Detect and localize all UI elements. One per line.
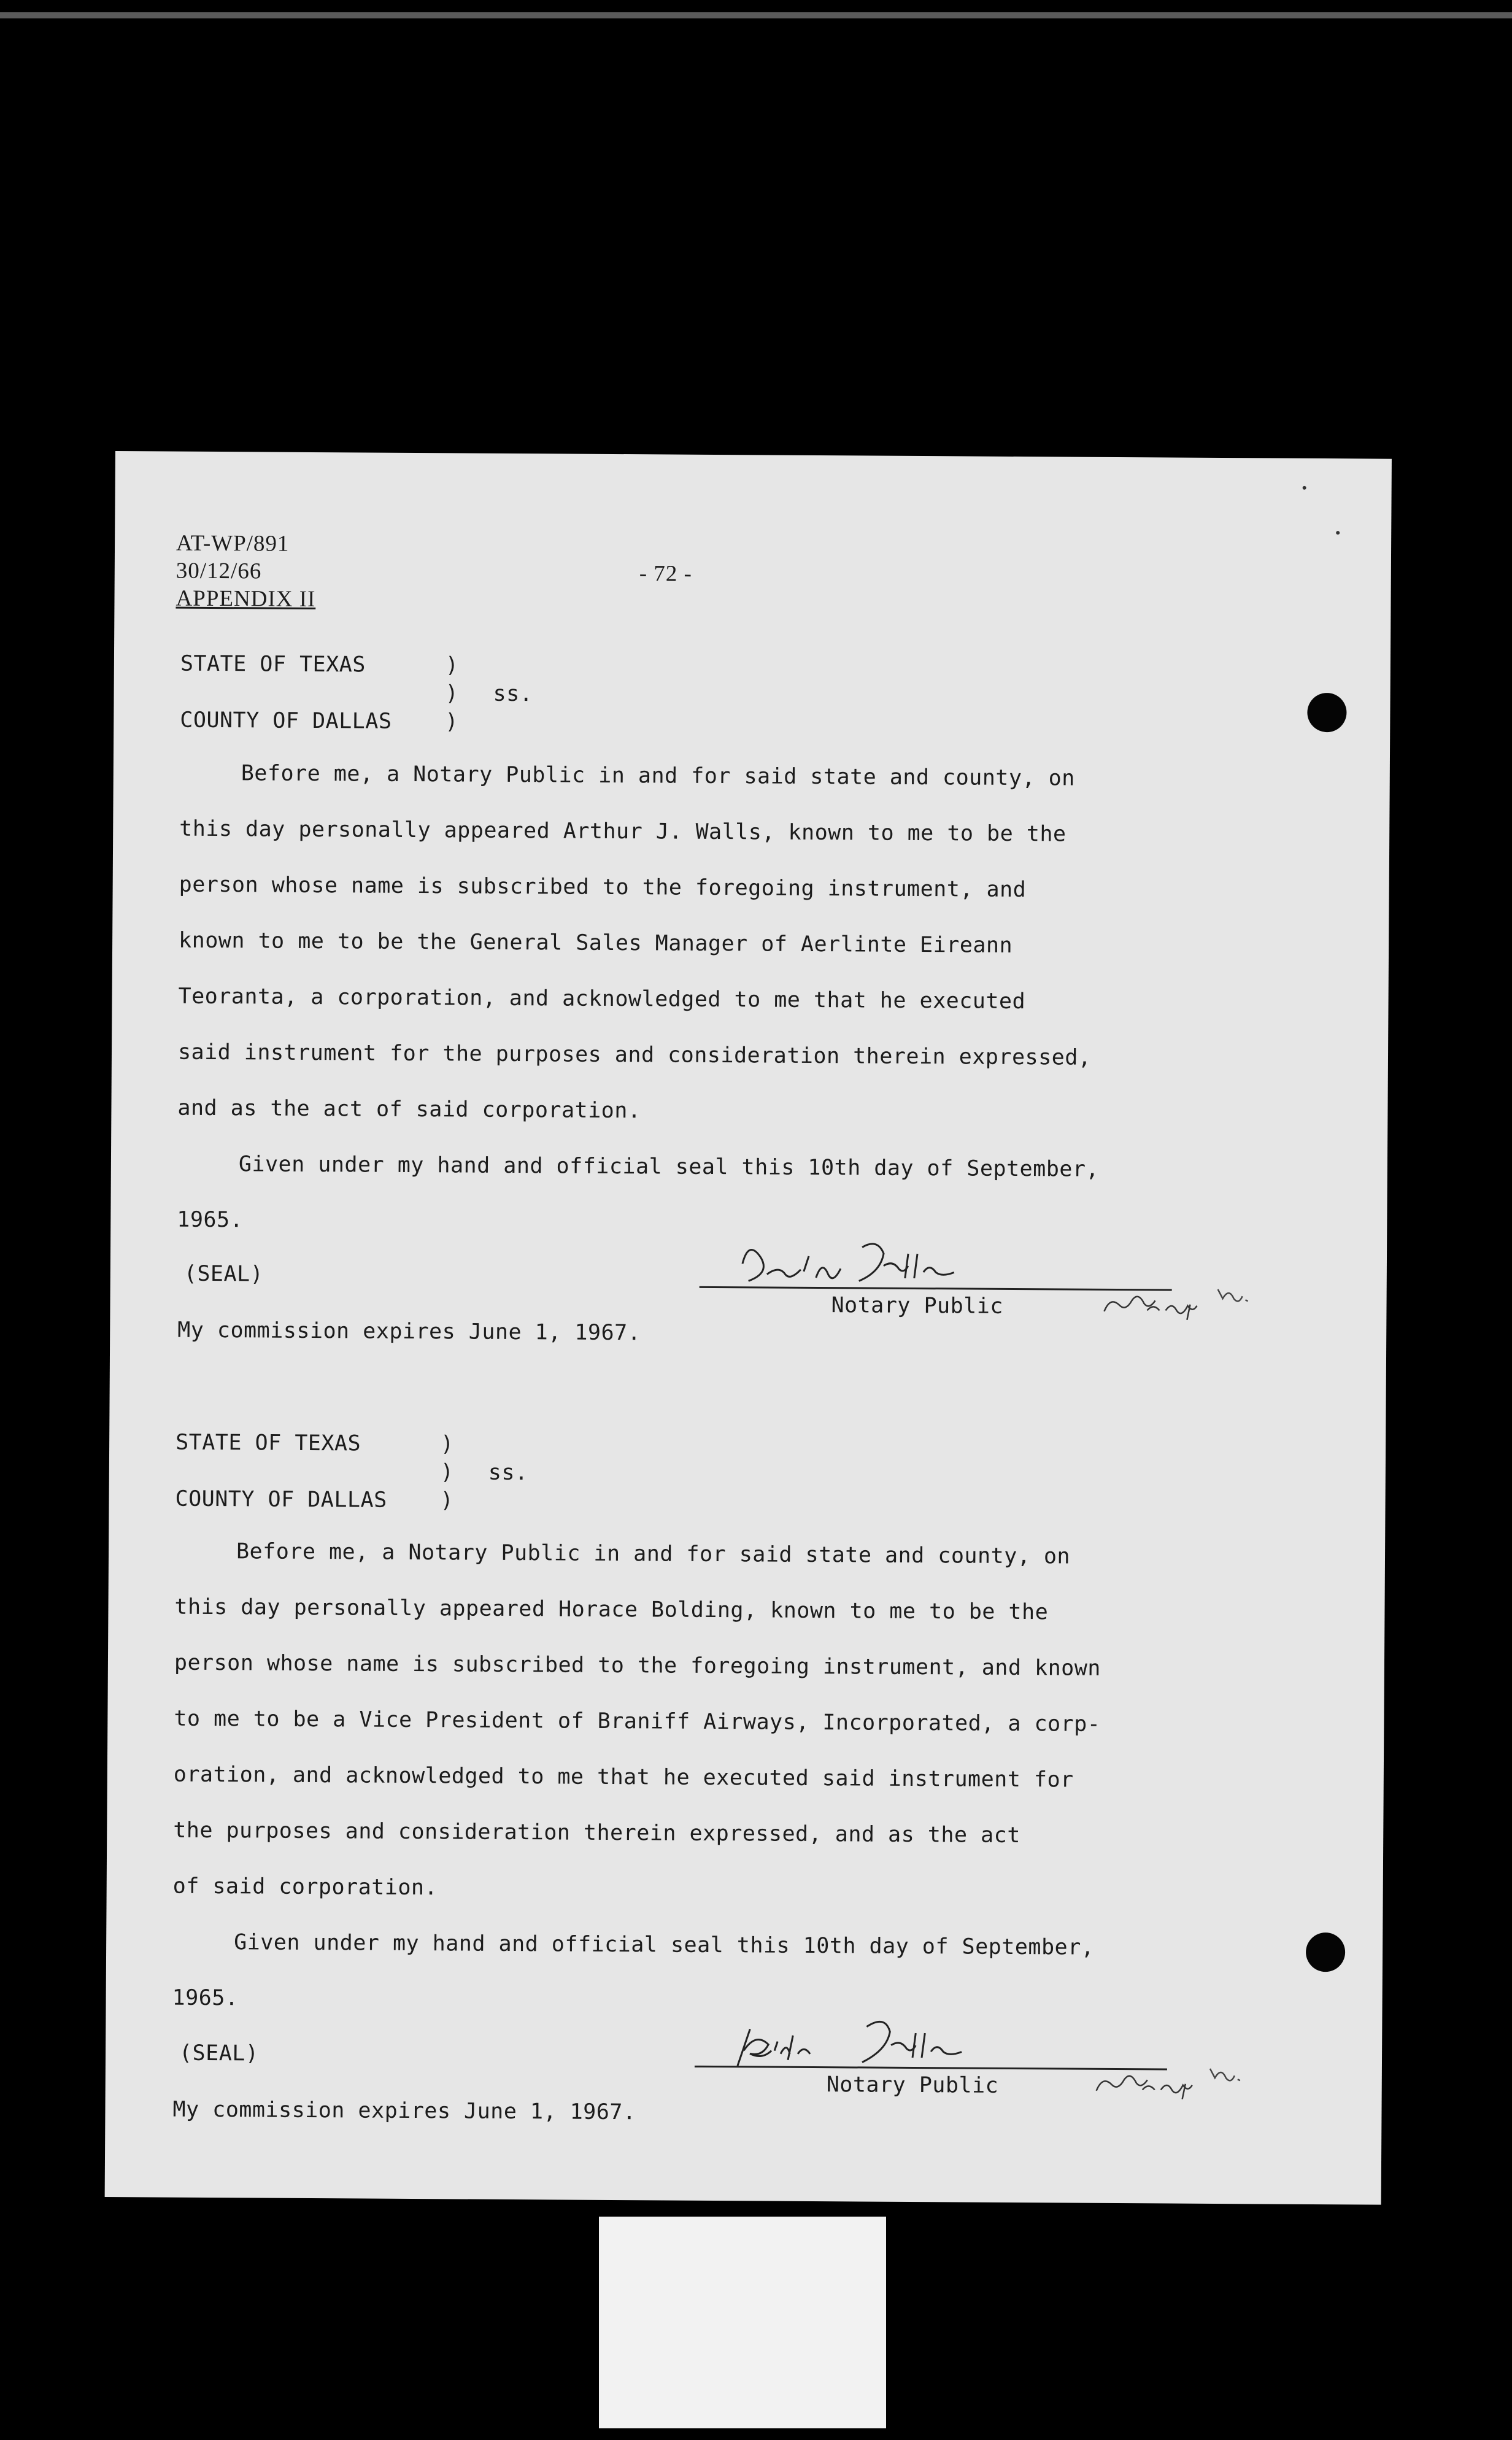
body-line: Before me, a Notary Public in and for said state and county, on xyxy=(241,761,1075,791)
seal-label: (SEAL) xyxy=(179,2040,259,2066)
body-line: known to me to be the General Sales Manager of Aerlinte Eireann xyxy=(179,928,1013,958)
given-line: Given under my hand and official seal this 10th day of September, xyxy=(238,1152,1100,1182)
given-year: 1965. xyxy=(172,1985,239,2011)
body-line: said instrument for the purposes and consideration therein expressed, xyxy=(177,1040,1092,1070)
notary-public-label: Notary Public xyxy=(826,2072,999,2098)
venue-ss: ss. xyxy=(493,681,533,707)
document-reference: AT-WP/891 xyxy=(176,530,290,557)
venue-paren: ) xyxy=(445,653,459,678)
document-date: 30/12/66 xyxy=(176,558,262,584)
venue-paren: ) xyxy=(445,681,459,706)
body-line: this day personally appeared Arthur J. Walls, known to me to be the xyxy=(179,816,1066,847)
body-line: the purposes and consideration therein expressed, and as the act xyxy=(173,1818,1020,1848)
body-line: of said corporation. xyxy=(172,1874,438,1901)
commission-expiry: My commission expires June 1, 1967. xyxy=(177,1318,641,1346)
notary-signature xyxy=(115,451,1392,459)
venue-ss: ss. xyxy=(488,1460,528,1486)
body-line: Teoranta, a corporation, and acknowledged to me that he executed xyxy=(178,984,1026,1014)
venue-state: STATE OF TEXAS xyxy=(180,651,366,678)
venue-paren: ) xyxy=(445,709,459,735)
film-frame-stub xyxy=(599,2217,886,2428)
body-line: to me to be a Vice President of Braniff Airways, Incorporated, a corp- xyxy=(174,1706,1101,1737)
body-line: oration, and acknowledged to me that he executed said instrument for xyxy=(173,1762,1074,1793)
venue-paren: ) xyxy=(440,1488,454,1513)
body-line: this day personally appeared Horace Bolding, known to me to be the xyxy=(174,1594,1049,1625)
notary-public-label: Notary Public xyxy=(831,1293,1004,1319)
commission-expiry: My commission expires June 1, 1967. xyxy=(172,2097,636,2125)
film-edge-line xyxy=(0,12,1512,18)
appendix-heading: APPENDIX II xyxy=(176,585,316,612)
body-line: person whose name is subscribed to the foregoing instrument, and xyxy=(179,872,1027,903)
body-line: and as the act of said corporation. xyxy=(177,1095,641,1124)
page-number: - 72 - xyxy=(639,561,693,587)
document-page xyxy=(105,451,1392,2205)
body-line: Before me, a Notary Public in and for said state and county, on xyxy=(236,1539,1071,1569)
venue-paren: ) xyxy=(440,1460,454,1485)
venue-county: COUNTY OF DALLAS xyxy=(175,1486,387,1513)
seal-label: (SEAL) xyxy=(183,1261,264,1287)
venue-county: COUNTY OF DALLAS xyxy=(180,708,392,734)
venue-paren: ) xyxy=(441,1432,454,1457)
venue-state: STATE OF TEXAS xyxy=(176,1430,361,1456)
given-year: 1965. xyxy=(177,1207,244,1233)
body-line: person whose name is subscribed to the foregoing instrument, and known xyxy=(174,1650,1101,1681)
given-line: Given under my hand and official seal this 10th day of September, xyxy=(234,1930,1095,1960)
